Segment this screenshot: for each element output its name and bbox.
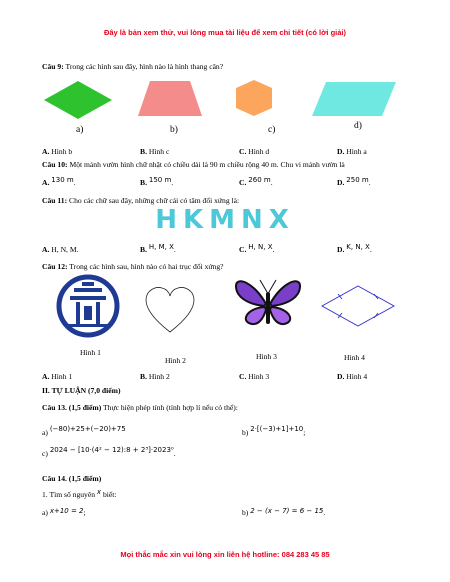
question-12 <box>42 262 224 271</box>
question-text: Một mảnh vườn hình chữ nhật có chiều dài là 90 m chiều rộng 40 m. Chu vi mảnh vườn là <box>69 160 345 169</box>
letters-hkmnx: HKMNX <box>155 205 295 235</box>
heart-figure <box>146 288 194 333</box>
question-number: Câu 9: <box>42 62 64 71</box>
question-14: Câu 14. (1,5 điểm) <box>42 474 102 483</box>
cyan-parallelogram-figure <box>312 82 396 116</box>
figure-label-d: d) <box>354 121 362 131</box>
preview-banner: Đây là bản xem thử, vui lòng mua tài liệu để xem chi tiết (có lời giải) <box>103 28 347 37</box>
figure-label-c: c) <box>268 125 276 135</box>
q10-option-c: C. 260 m. <box>239 176 273 187</box>
question-text: Thực hiện phép tính (tính hợp lí nếu có thể): <box>103 403 238 412</box>
rhombus-figure <box>322 286 394 326</box>
green-rhombus-figure <box>44 81 112 119</box>
figure-label-b: b) <box>170 125 178 135</box>
q13-part-b: b) 2·[(−3)+1]+10; <box>242 425 306 437</box>
q14-part-b: b) 2 − (x − 7) = 6 − 15. <box>242 507 326 517</box>
q10-option-b: B. 150 m. <box>140 176 174 187</box>
red-trapezoid-figure <box>138 81 202 116</box>
question-number: Câu 12: <box>42 262 68 271</box>
q12-option-c: C. Hình 3 <box>239 372 270 381</box>
question-9 <box>42 62 223 71</box>
question-13 <box>42 403 238 412</box>
question-10 <box>42 160 345 169</box>
q12-option-b: B. Hình 2 <box>140 372 170 381</box>
question-text: Trong các hình sau đây, hình nào là hình thang cân? <box>65 62 224 71</box>
question-number: Câu 10: <box>42 160 68 169</box>
q12-option-a: A. Hình 1 <box>42 372 73 381</box>
question-number: Câu 13. (1,5 điểm) <box>42 403 102 412</box>
figure-label-1: Hình 1 <box>80 348 101 357</box>
hanoi-logo-figure <box>59 277 117 335</box>
orange-hexagon-figure <box>236 80 272 116</box>
q12-figures <box>40 274 420 346</box>
question-number: Câu 11: <box>42 196 68 205</box>
q11-option-a: A. H, N, M. <box>42 245 79 254</box>
q12-option-d: D. Hình 4 <box>337 372 368 381</box>
q13-part-a: a) (−80)+25+(−20)+75 <box>42 425 126 437</box>
question-text: Trong các hình sau, hình nào có hai trục đối xứng? <box>69 262 224 271</box>
q11-option-b: B. H, M, X. <box>140 243 176 254</box>
footer-hotline: Mọi thắc mắc xin vui lòng xin liên hệ hotline: 084 283 45 85 <box>120 550 330 559</box>
q10-option-d: D. 250 m. <box>337 176 371 187</box>
question-11 <box>42 196 239 205</box>
q9-option-b: B. Hình c <box>140 147 170 156</box>
q9-option-c: C. Hình d <box>239 147 270 156</box>
figure-label-2: Hình 2 <box>165 356 186 365</box>
q13-part-c: c) 2024 − [10·(4² − 12):8 + 2³]·2023⁰. <box>42 446 176 458</box>
q14-part-a: a) x+10 = 2; <box>42 507 86 517</box>
butterfly-figure <box>236 280 300 324</box>
q10-option-a: A. 130 m. <box>42 176 76 187</box>
figure-label-4: Hình 4 <box>344 353 365 362</box>
q11-option-d: D. K, N, X. <box>337 243 372 254</box>
section-heading: II. TỰ LUẬN (7,0 điểm) <box>42 386 121 395</box>
q14-instruction: 1. Tìm số nguyên x biết: <box>42 488 117 499</box>
figure-label-3: Hình 3 <box>256 352 277 361</box>
q9-option-d: D. Hình a <box>337 147 367 156</box>
q11-option-c: C. H, N, X. <box>239 243 275 254</box>
q9-figures <box>40 78 440 128</box>
question-text: Cho các chữ sau đây, những chữ cái có tâm đối xứng là: <box>69 196 240 205</box>
q9-option-a: A. Hình b <box>42 147 73 156</box>
figure-label-a: a) <box>76 125 84 135</box>
